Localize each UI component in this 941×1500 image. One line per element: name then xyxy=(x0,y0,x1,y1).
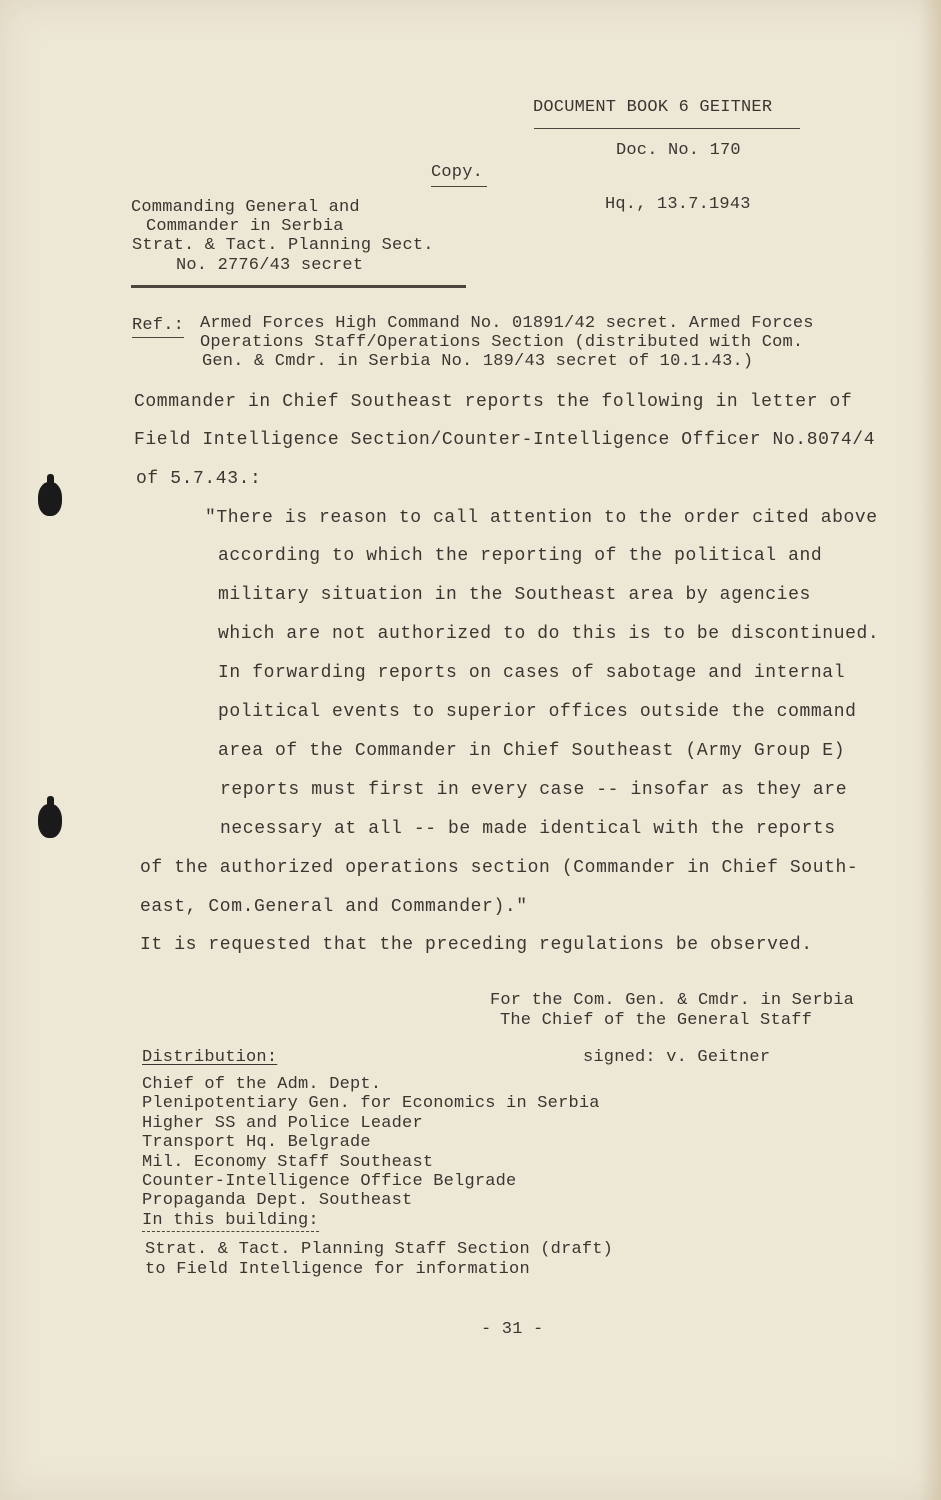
distribution-item: Chief of the Adm. Dept. xyxy=(142,1075,382,1094)
document-book-title: DOCUMENT BOOK 6 GEITNER xyxy=(533,98,773,117)
quote-line-9: necessary at all -- be made identical with the reports xyxy=(220,819,836,839)
distribution-item: Mil. Economy Staff Southeast xyxy=(142,1153,434,1172)
distribution-item: Propaganda Dept. Southeast xyxy=(142,1191,413,1210)
reference-line-2: Operations Staff/Operations Section (distributed with Com. xyxy=(200,333,804,352)
punch-hole-bottom xyxy=(38,804,62,838)
quote-line-10: of the authorized operations section (Commander in Chief South- xyxy=(140,858,859,878)
building-line-1: Strat. & Tact. Planning Staff Section (draft) xyxy=(145,1240,614,1259)
sender-line-1: Commanding General and xyxy=(131,198,360,217)
header-rule xyxy=(534,128,800,129)
in-this-building-label xyxy=(142,1211,319,1230)
reference-label-underline xyxy=(132,337,184,338)
copy-label: Copy. xyxy=(431,163,484,182)
punch-hole-top xyxy=(38,482,62,516)
quote-line-5: In forwarding reports on cases of sabotage and internal xyxy=(218,663,846,683)
request-line: It is requested that the preceding regulations be observed. xyxy=(140,935,813,955)
quote-line-8: reports must first in every case -- insofar as they are xyxy=(220,780,848,800)
building-line-2: to Field Intelligence for information xyxy=(145,1260,530,1279)
quote-line-11: east, Com.General and Commander)." xyxy=(140,897,528,917)
sender-line-3: Strat. & Tact. Planning Sect. xyxy=(132,236,434,255)
in-this-building-text: In this building: xyxy=(142,1211,319,1230)
sender-line-2: Commander in Serbia xyxy=(146,217,344,236)
distribution-item: Transport Hq. Belgrade xyxy=(142,1133,371,1152)
sender-rule xyxy=(131,285,466,288)
quote-line-1: "There is reason to call attention to the order cited above xyxy=(205,508,878,528)
hq-date: Hq., 13.7.1943 xyxy=(605,195,751,214)
body-intro-line-1: Commander in Chief Southeast reports the following in letter of xyxy=(134,392,853,412)
sender-line-4: No. 2776/43 secret xyxy=(176,256,364,275)
quote-line-4: which are not authorized to do this is to be discontinued. xyxy=(218,624,880,644)
quote-line-6: political events to superior offices outside the command xyxy=(218,702,857,722)
quote-line-3: military situation in the Southeast area by agencies xyxy=(218,585,811,605)
distribution-item: Higher SS and Police Leader xyxy=(142,1114,423,1133)
document-number: Doc. No. 170 xyxy=(616,141,741,160)
reference-line-3: Gen. & Cmdr. in Serbia No. 189/43 secret of 10.1.43.) xyxy=(202,352,754,371)
reference-line-1: Armed Forces High Command No. 01891/42 secret. Armed Forces xyxy=(200,314,814,333)
distribution-item: Counter-Intelligence Office Belgrade xyxy=(142,1172,517,1191)
copy-underline xyxy=(431,186,487,187)
body-intro-line-3: of 5.7.43.: xyxy=(136,469,262,489)
signature-chief: The Chief of the General Staff xyxy=(500,1011,813,1030)
quote-line-7: area of the Commander in Chief Southeast (Army Group E) xyxy=(218,741,846,761)
signature-signed: signed: v. Geitner xyxy=(583,1048,771,1067)
reference-label: Ref.: xyxy=(132,316,185,335)
distribution-label: Distribution: xyxy=(142,1048,278,1067)
body-intro-line-2: Field Intelligence Section/Counter-Intelligence Officer No.8074/4 xyxy=(134,430,876,450)
page-edge-shadow xyxy=(919,0,941,1500)
page-number: - 31 - xyxy=(481,1320,544,1339)
signature-for-line: For the Com. Gen. & Cmdr. in Serbia xyxy=(490,991,855,1010)
quote-line-2: according to which the reporting of the political and xyxy=(218,546,823,566)
distribution-item: Plenipotentiary Gen. for Economics in Serbia xyxy=(142,1094,600,1113)
